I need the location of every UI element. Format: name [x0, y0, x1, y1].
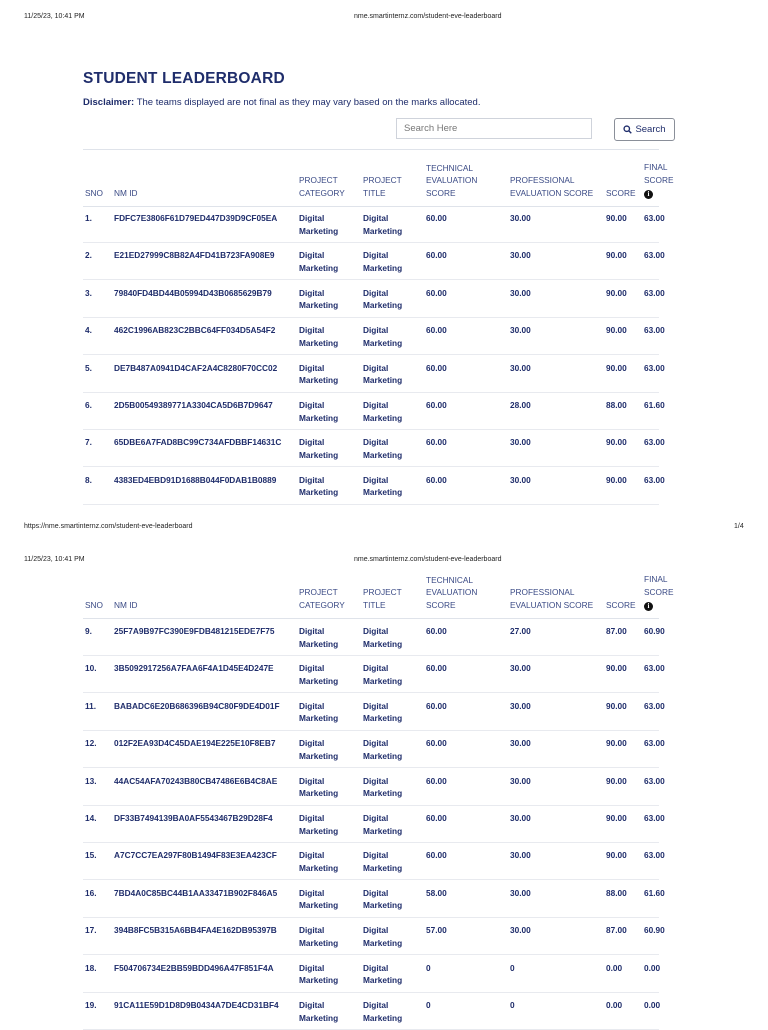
cell-nm-id: A7C7CC7EA297F80B1494F83E3EA423CF — [114, 850, 277, 861]
cell-professional-score: 30.00 — [510, 775, 531, 786]
cell-nm-id: DF33B7494139BA0AF5543467B29D28F4 — [114, 813, 273, 823]
table-row — [83, 730, 665, 768]
cell-project-title: Digital Marketing — [363, 738, 403, 761]
cell-technical-score: 60.00 — [426, 626, 447, 636]
cell-project-category: Digital Marketing — [299, 925, 339, 948]
table-row — [83, 805, 665, 843]
header-score: SCORE — [606, 187, 636, 198]
footer-page-number: 1/4 — [734, 523, 744, 530]
cell-project-category: Digital Marketing — [299, 325, 339, 348]
cell-professional-score: 30.00 — [510, 663, 531, 674]
table-row — [83, 618, 665, 656]
cell-score: 0.00 — [606, 1000, 623, 1010]
cell-project-title: Digital Marketing — [363, 663, 403, 686]
cell-score: 90.00 — [606, 362, 627, 373]
cell-technical-score: 57.00 — [426, 925, 447, 936]
cell-nm-id: 44AC54AFA70243B80CB47486E6B4C8AE — [114, 775, 278, 786]
cell-nm-id: BABADC6E20B686396B94C80F9DE4D01F — [114, 700, 280, 711]
cell-project-title: Digital Marketing — [363, 775, 403, 799]
cell-sno: 18. — [85, 962, 97, 973]
cell-sno: 10. — [85, 663, 97, 674]
table-row — [83, 655, 665, 693]
cell-final-score: 63.00 — [644, 250, 665, 261]
cell-project-category: Digital Marketing — [299, 700, 339, 724]
cell-final-score: 61.60 — [644, 887, 665, 898]
cell-score: 90.00 — [606, 775, 627, 786]
cell-sno: 13. — [85, 775, 97, 786]
cell-sno: 4. — [85, 325, 92, 336]
cell-sno: 3. — [85, 287, 92, 298]
cell-score: 88.00 — [606, 400, 627, 410]
table-row — [83, 467, 665, 505]
cell-project-category: Digital Marketing — [299, 962, 339, 986]
cell-nm-id: 012F2EA93D4C45DAE194E225E10F8EB7 — [114, 738, 276, 749]
cell-sno: 16. — [85, 887, 97, 898]
cell-nm-id: 7BD4A0C85BC44B1AA33471B902F846A5 — [114, 887, 278, 898]
cell-project-title: Digital Marketing — [363, 474, 403, 498]
header-project-title: PROJECT TITLE — [363, 175, 402, 198]
cell-nm-id: FDFC7E3806F61D79ED447D39D9CF05EA — [114, 213, 278, 223]
header-technical-score: TECHNICAL EVALUATION SCORE — [426, 162, 478, 198]
cell-technical-score: 60.00 — [426, 325, 447, 336]
cell-project-title: Digital Marketing — [363, 250, 403, 273]
table-header — [83, 562, 674, 619]
cell-project-category: Digital Marketing — [299, 213, 339, 236]
cell-technical-score: 60.00 — [426, 663, 447, 674]
cell-sno: 12. — [85, 738, 97, 749]
table-row — [83, 693, 665, 731]
table-row — [83, 205, 665, 243]
cell-technical-score: 60.00 — [426, 213, 447, 223]
cell-nm-id: 394B8FC5B315A6BB4FA4E162DB95397B — [114, 925, 277, 936]
cell-nm-id: 65DBE6A7FAD8BC99C734AFDBBF14631C — [114, 437, 282, 448]
cell-project-category: Digital Marketing — [299, 887, 339, 911]
table-row — [83, 280, 665, 318]
cell-final-score: 63.00 — [644, 437, 665, 448]
header-final-score: FINAL SCORE i — [644, 574, 674, 610]
cell-sno: 9. — [85, 626, 92, 636]
cell-technical-score: 60.00 — [426, 362, 447, 373]
table-row — [83, 917, 665, 955]
cell-nm-id: 462C1996AB823C2BBC64FF034D5A54F2 — [114, 325, 276, 336]
cell-score: 87.00 — [606, 626, 627, 636]
cell-sno: 19. — [85, 1000, 97, 1010]
cell-score: 90.00 — [606, 213, 627, 223]
cell-project-category: Digital Marketing — [299, 474, 339, 498]
cell-project-title: Digital Marketing — [363, 287, 403, 311]
cell-score: 90.00 — [606, 738, 627, 749]
cell-final-score: 63.00 — [644, 813, 665, 823]
header-technical-score: TECHNICAL EVALUATION SCORE — [426, 574, 478, 610]
info-icon[interactable]: i — [644, 190, 653, 199]
cell-sno: 11. — [85, 700, 97, 711]
cell-sno: 15. — [85, 850, 97, 861]
cell-nm-id: 2D5B00549389771A3304CA5D6B7D9647 — [114, 400, 273, 410]
cell-final-score: 0.00 — [644, 962, 661, 973]
cell-final-score: 60.90 — [644, 626, 665, 636]
info-icon[interactable]: i — [644, 602, 653, 611]
cell-nm-id: 3B5092917256A7FAA6F4A1D45E4D247E — [114, 663, 274, 674]
cell-project-title: Digital Marketing — [363, 325, 403, 348]
cell-final-score: 63.00 — [644, 663, 665, 674]
header-sno: SNO — [85, 599, 103, 610]
table-row — [83, 992, 659, 1030]
table-row — [83, 842, 665, 880]
cell-professional-score: 30.00 — [510, 813, 531, 823]
header-nm-id: NM ID — [114, 599, 138, 610]
cell-technical-score: 60.00 — [426, 250, 447, 261]
table-row — [83, 429, 665, 467]
cell-project-title: Digital Marketing — [363, 887, 403, 911]
cell-nm-id: E21ED27999C8B82A4FD41B723FA908E9 — [114, 250, 275, 261]
cell-technical-score: 60.00 — [426, 850, 447, 861]
cell-professional-score: 28.00 — [510, 400, 531, 410]
cell-final-score: 63.00 — [644, 213, 665, 223]
cell-project-category: Digital Marketing — [299, 775, 339, 799]
cell-score: 87.00 — [606, 925, 627, 936]
cell-project-title: Digital Marketing — [363, 400, 403, 423]
cell-final-score: 60.90 — [644, 925, 665, 936]
cell-project-category: Digital Marketing — [299, 400, 339, 423]
table-row — [83, 768, 665, 806]
cell-technical-score: 60.00 — [426, 437, 447, 448]
cell-professional-score: 30.00 — [510, 213, 531, 223]
header-score: SCORE — [606, 599, 636, 610]
cell-sno: 2. — [85, 250, 92, 261]
cell-sno: 5. — [85, 362, 92, 373]
table-row — [83, 955, 659, 993]
cell-sno: 7. — [85, 437, 92, 448]
cell-professional-score: 30.00 — [510, 700, 531, 711]
cell-score: 90.00 — [606, 250, 627, 261]
table-row — [83, 355, 665, 393]
cell-final-score: 63.00 — [644, 850, 665, 861]
cell-technical-score: 60.00 — [426, 287, 447, 298]
cell-technical-score: 0 — [426, 1000, 431, 1010]
cell-final-score: 63.00 — [644, 738, 665, 749]
header-sno: SNO — [85, 187, 103, 198]
disclaimer-label: Disclaimer: — [83, 97, 135, 108]
cell-project-title: Digital Marketing — [363, 362, 403, 386]
cell-professional-score: 30.00 — [510, 325, 531, 336]
cell-score: 90.00 — [606, 813, 627, 823]
cell-professional-score: 30.00 — [510, 362, 531, 373]
search-button[interactable] — [614, 118, 675, 141]
header-professional-score: PROFESSIONAL EVALUATION SCORE — [510, 587, 594, 610]
header-final-score: FINAL SCORE i — [644, 162, 674, 198]
cell-project-title: Digital Marketing — [363, 1000, 403, 1023]
cell-professional-score: 30.00 — [510, 925, 531, 936]
cell-nm-id: 91CA11E59D1D8D9B0434A7DE4CD31BF4 — [114, 1000, 279, 1010]
header-nm-id: NM ID — [114, 187, 138, 198]
cell-project-title: Digital Marketing — [363, 850, 403, 873]
cell-nm-id: 4383ED4EBD91D1688B044F0DAB1B0889 — [114, 474, 277, 485]
search-input[interactable] — [396, 118, 592, 139]
print-url: nme.smartinternz.com/student-eve-leaderboard — [354, 13, 502, 20]
cell-nm-id: DE7B487A0941D4CAF2A4C8280F70CC02 — [114, 362, 278, 373]
cell-project-category: Digital Marketing — [299, 437, 339, 460]
cell-technical-score: 60.00 — [426, 400, 447, 410]
cell-professional-score: 30.00 — [510, 250, 531, 261]
cell-project-category: Digital Marketing — [299, 362, 339, 386]
table-row — [83, 880, 665, 918]
search-icon — [623, 125, 632, 134]
cell-project-category: Digital Marketing — [299, 738, 339, 761]
cell-sno: 8. — [85, 474, 92, 485]
cell-final-score: 63.00 — [644, 325, 665, 336]
cell-score: 0.00 — [606, 962, 623, 973]
cell-project-category: Digital Marketing — [299, 813, 339, 836]
cell-score: 90.00 — [606, 663, 627, 674]
cell-technical-score: 58.00 — [426, 887, 447, 898]
cell-score: 90.00 — [606, 287, 627, 298]
cell-project-title: Digital Marketing — [363, 813, 403, 836]
cell-project-title: Digital Marketing — [363, 213, 403, 236]
cell-final-score: 63.00 — [644, 700, 665, 711]
page-title: STUDENT LEADERBOARD — [83, 70, 285, 87]
disclaimer-text: The teams displayed are not final as they may vary based on the marks allocated. — [136, 97, 481, 108]
cell-project-title: Digital Marketing — [363, 925, 403, 948]
cell-project-category: Digital Marketing — [299, 287, 339, 311]
table-header — [83, 149, 674, 207]
header-project-category: PROJECT CATEGORY — [299, 587, 345, 610]
cell-technical-score: 60.00 — [426, 700, 447, 711]
header-project-category: PROJECT CATEGORY — [299, 175, 345, 198]
cell-professional-score: 30.00 — [510, 474, 531, 485]
cell-nm-id: 25F7A9B97FC390E9FDB481215EDE7F75 — [114, 626, 275, 636]
cell-professional-score: 0 — [510, 962, 515, 973]
footer-url: https://nme.smartinternz.com/student-eve-leaderboard — [24, 523, 193, 530]
cell-nm-id: 79840FD4BD44B05994D43B0685629B79 — [114, 287, 272, 298]
cell-technical-score: 60.00 — [426, 813, 447, 823]
table-row — [83, 242, 665, 280]
cell-final-score: 63.00 — [644, 775, 665, 786]
cell-project-category: Digital Marketing — [299, 663, 339, 686]
search-button-label: Search — [635, 124, 666, 135]
cell-professional-score: 0 — [510, 1000, 515, 1010]
cell-sno: 14. — [85, 813, 97, 823]
cell-technical-score: 60.00 — [426, 474, 447, 485]
header-professional-score: PROFESSIONAL EVALUATION SCORE — [510, 175, 594, 198]
cell-project-category: Digital Marketing — [299, 626, 339, 649]
cell-score: 90.00 — [606, 700, 627, 711]
cell-project-title: Digital Marketing — [363, 962, 403, 986]
cell-professional-score: 30.00 — [510, 887, 531, 898]
cell-score: 88.00 — [606, 887, 627, 898]
cell-final-score: 0.00 — [644, 1000, 661, 1010]
cell-score: 90.00 — [606, 474, 627, 485]
header-project-title: PROJECT TITLE — [363, 587, 402, 610]
cell-final-score: 63.00 — [644, 362, 665, 373]
cell-sno: 6. — [85, 400, 92, 410]
print-url: nme.smartinternz.com/student-eve-leaderboard — [354, 556, 502, 563]
cell-project-title: Digital Marketing — [363, 626, 403, 649]
cell-sno: 17. — [85, 925, 97, 936]
cell-sno: 1. — [85, 213, 92, 223]
cell-project-category: Digital Marketing — [299, 850, 339, 873]
cell-final-score: 61.60 — [644, 400, 665, 410]
cell-final-score: 63.00 — [644, 287, 665, 298]
cell-technical-score: 60.00 — [426, 738, 447, 749]
cell-professional-score: 30.00 — [510, 287, 531, 298]
cell-nm-id: F504706734E2BB59BDD496A47F851F4A — [114, 962, 274, 973]
print-datetime: 11/25/23, 10:41 PM — [24, 13, 85, 20]
cell-professional-score: 27.00 — [510, 626, 531, 636]
disclaimer — [83, 97, 480, 108]
cell-technical-score: 0 — [426, 962, 431, 973]
print-datetime: 11/25/23, 10:41 PM — [24, 556, 85, 563]
cell-project-category: Digital Marketing — [299, 250, 339, 273]
cell-project-category: Digital Marketing — [299, 1000, 339, 1023]
table-row — [83, 317, 665, 355]
cell-professional-score: 30.00 — [510, 850, 531, 861]
cell-project-title: Digital Marketing — [363, 700, 403, 724]
cell-score: 90.00 — [606, 325, 627, 336]
table-row — [83, 392, 665, 430]
cell-score: 90.00 — [606, 850, 627, 861]
cell-final-score: 63.00 — [644, 474, 665, 485]
cell-professional-score: 30.00 — [510, 738, 531, 749]
cell-project-title: Digital Marketing — [363, 437, 403, 460]
cell-score: 90.00 — [606, 437, 627, 448]
cell-technical-score: 60.00 — [426, 775, 447, 786]
cell-professional-score: 30.00 — [510, 437, 531, 448]
